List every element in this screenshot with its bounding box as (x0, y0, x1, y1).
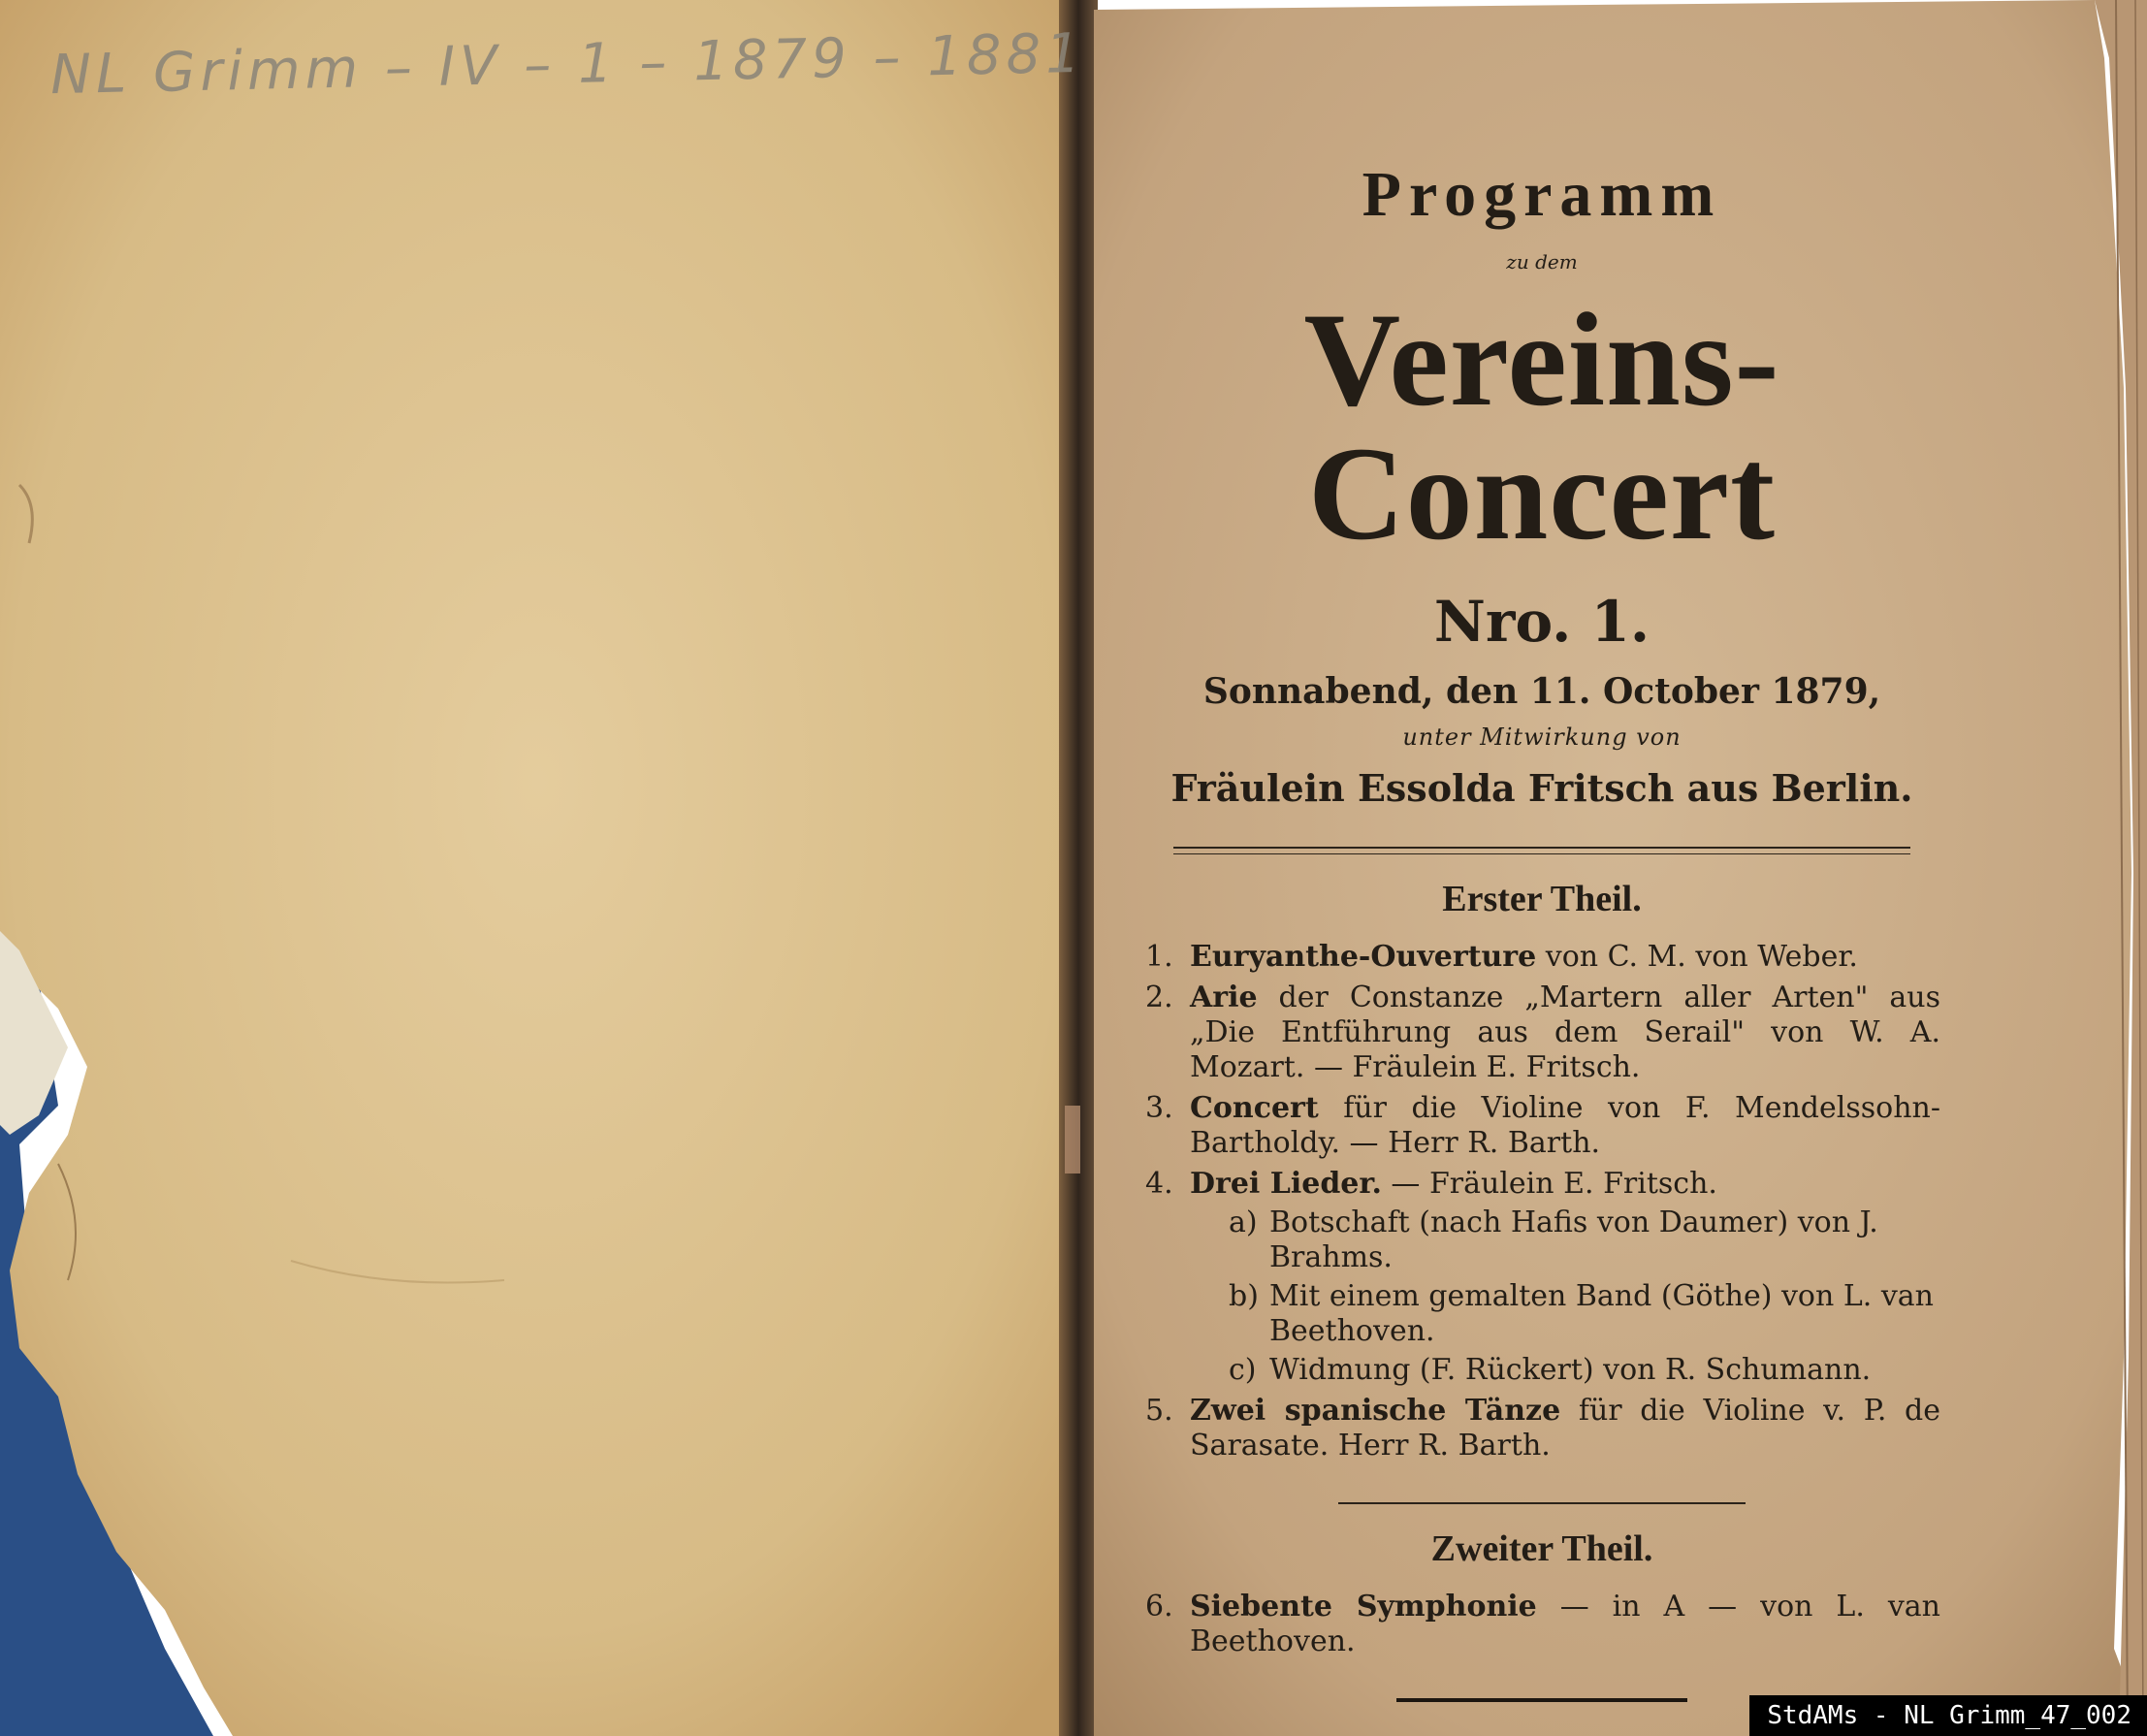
program-item (1145, 1167, 1940, 1202)
program-item (1145, 1394, 1940, 1463)
part2-items (1145, 1590, 1940, 1659)
program-soloist: Fräulein Essolda Fritsch aus Berlin. (1170, 766, 1913, 810)
item-text: Euryanthe-Ouverture von C. M. von Weber. (1190, 940, 1858, 974)
part1-items (1145, 940, 1940, 1463)
item-text: Arie der Constanze „Martern aller Arten" aus „Die Entführung aus dem Serail" von W. A. Mozart. — Fräulein E. Fritsch. (1190, 981, 1940, 1084)
item-number: 5. (1145, 1394, 1173, 1428)
section-rule (1338, 1502, 1746, 1504)
item-text: Siebente Symphonie — in A — von L. van Beethoven. (1190, 1590, 1940, 1658)
song-item: b) Mit einem gemalten Band (Göthe) von L. van Beethoven. (1229, 1279, 1934, 1348)
end-rule (1396, 1698, 1687, 1702)
item-text: Drei Lieder. — Fräulein E. Fritsch. (1190, 1167, 1717, 1201)
program-heading: Programm (1362, 159, 1722, 230)
item-number: 6. (1145, 1590, 1173, 1623)
program-title: Vereins-Concert (1303, 285, 1780, 567)
pencil-note: NL Grimm – IV – 1 – 1879 – 1881 (49, 21, 1086, 108)
song-item: c) Widmung (F. Rückert) von R. Schumann. (1229, 1353, 1872, 1387)
item-number: 4. (1145, 1167, 1173, 1201)
item-number: 1. (1145, 940, 1173, 974)
program-date: Sonnabend, den 11. October 1879, (1202, 671, 1881, 712)
part1-title: Erster Theil. (1442, 879, 1642, 919)
program-item (1145, 1590, 1940, 1659)
item-number: 2. (1145, 981, 1173, 1014)
item-number: 3. (1145, 1091, 1173, 1125)
song-item: a) Botschaft (nach Hafis von Daumer) von J. Brahms. (1229, 1206, 1878, 1274)
program-unter: unter Mitwirkung von (1402, 723, 1682, 751)
double-rule (1173, 847, 1910, 854)
concert-program (1091, 136, 1993, 1702)
program-item (1145, 1091, 1940, 1161)
part2-title: Zweiter Theil. (1430, 1528, 1653, 1569)
program-item (1145, 981, 1940, 1085)
archive-caption: StdAMs - NL Grimm_47_002 (1749, 1695, 2147, 1736)
item-text: Concert für die Violine von F. Mendelssohn-Bartholdy. — Herr R. Barth. (1190, 1091, 1940, 1160)
program-zu-dem: zu dem (1506, 250, 1578, 273)
item-text: Zwei spanische Tänze für die Violine v. P. de Sarasate. Herr R. Barth. (1190, 1394, 1940, 1463)
program-number: Nro. 1. (1433, 589, 1650, 655)
program-item (1145, 940, 1940, 975)
